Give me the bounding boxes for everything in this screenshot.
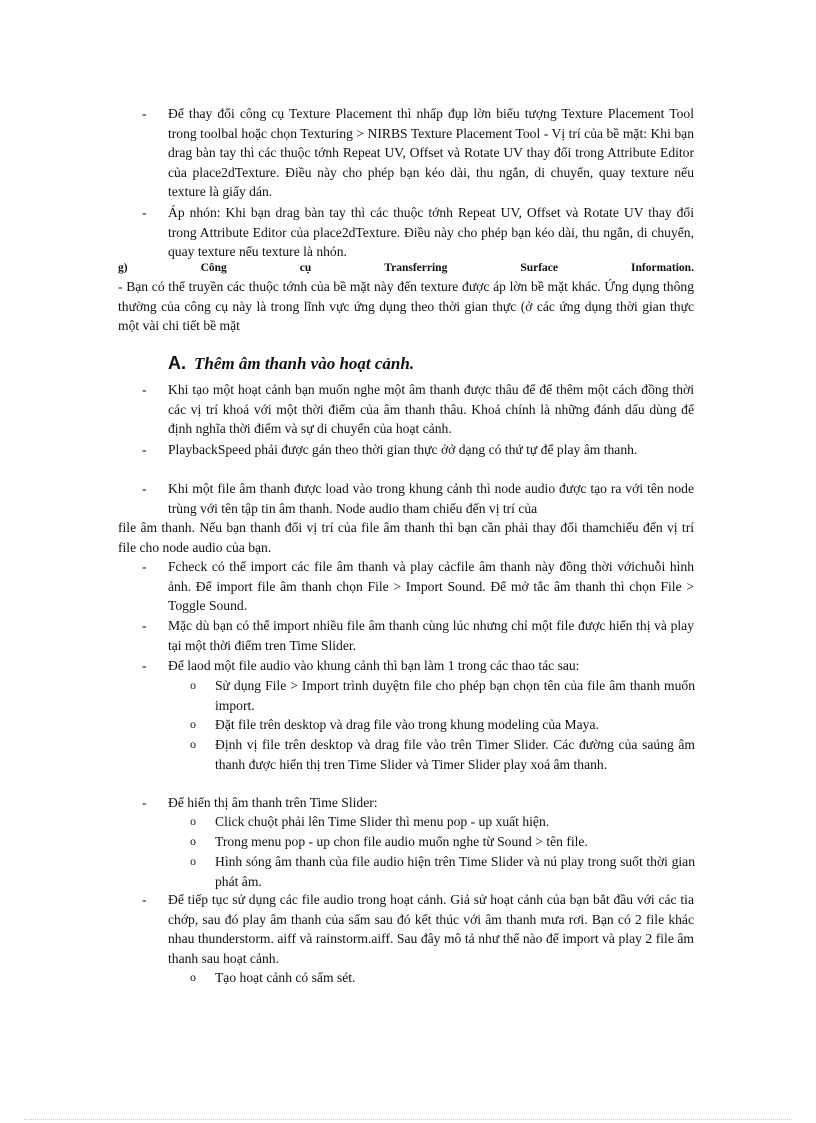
dash-bullet: -: [142, 205, 147, 220]
dash-bullet: -: [142, 559, 147, 574]
circle-bullet: o: [190, 970, 196, 984]
dash-bullet: -: [142, 658, 147, 673]
paragraph-continue-audio: Để tiếp tục sử dụng các file audio trong hoạt cảnh. Giả sử hoạt cảnh của bạn bắt đầu với các tia chớp, sau đó play âm thanh của sấm sau đó kết thúc với âm thanh mưa rơi. Bạn có 2 file khác nhau thunderstorm. aiff và rainstorm.aiff. Sau đây mô tả như thế nào để import và play 2 file âm thanh sau hoạt cảnh.: [168, 892, 694, 966]
dash-bullet: -: [142, 442, 147, 457]
subitem-waveform: Hình sóng âm thanh của file audio hiện trên Time Slider và nú play trong suốt thời gian phát âm.: [215, 854, 695, 889]
circle-bullet: o: [190, 678, 196, 692]
paragraph-create-animation: Khi tạo một hoạt cảnh bạn muốn nghe một âm thanh được thâu để để thêm một cách đồng thời các vị trí khoá với một thời điểm của âm thanh thâu. Khoá chính là những đánh dấu dùng để định nghĩa thời điểm và sự di chuyển của hoạt cảnh.: [168, 382, 694, 437]
dash-bullet: -: [142, 618, 147, 633]
paragraph-transferring: - Bạn có thể truyền các thuộc tớnh của bề mặt này đến texture được áp lờn bề mặt khác. Ứng dụng thông thường của công cụ này là trong lĩnh vực ứng dụng theo thời gian thực (ở các ứng dụng thời gian thực một vài chi tiết bề mặt: [118, 279, 694, 334]
paragraph-fcheck: Fcheck có thể import các file âm thanh và play cảcfile âm thanh này đồng thời vớichuỗi hình ảnh. Để import file âm thanh chọn File > Import Sound. Để mở tắc âm thanh thì chọn File > Toggle Sound.: [168, 559, 694, 614]
heading-g-label: g): [118, 262, 128, 274]
paragraph-ap-nhon: Áp nhón: Khi bạn drag bàn tay thì các thuộc tớnh Repeat UV, Offset và Rotate UV thay đổi trong Attribute Editor của place2dTexture. Điều này cho phép bạn kéo dài, thu ngắn, di chuyển, quay texture nếu texture là nhón.: [168, 205, 694, 260]
paragraph-load-options: Để laod một file audio vào khung cảnh thì bạn làm 1 trong các thao tác sau:: [168, 658, 580, 673]
circle-bullet: o: [190, 854, 196, 868]
section-heading-g: [118, 259, 694, 277]
dash-bullet: -: [142, 892, 147, 907]
dash-bullet: -: [142, 106, 147, 121]
heading-g-word: Transferring: [384, 262, 448, 274]
heading-g-word: Công: [200, 262, 227, 274]
heading-a-text: Thêm âm thanh vào hoạt cảnh.: [194, 354, 415, 373]
dash-bullet: -: [142, 795, 147, 810]
paragraph-show-sound: Để hiển thị âm thanh trên Time Slider:: [168, 795, 378, 810]
dash-bullet: -: [142, 481, 147, 496]
subitem-import-browser: Sử dụng File > Import trình duyệtn file cho phép bạn chọn tên của file âm thanh muốn import.: [215, 678, 695, 713]
dash-bullet: -: [142, 382, 147, 397]
heading-g-word: cụ: [299, 262, 312, 274]
circle-bullet: o: [190, 814, 196, 828]
circle-bullet: o: [190, 834, 196, 848]
subitem-drag-modeling: Đặt file trên desktop và drag file vào trong khung modeling của Maya.: [215, 717, 599, 732]
heading-g-word: Surface: [520, 262, 559, 274]
paragraph-texture-placement: Để thay đổi công cụ Texture Placement thì nhấp đụp lờn biểu tượng Texture Placement Tool trong toolbal hoặc chọn Texturing > NIRBS Texture Placement Tool - Vị trí của bề mặt: Khi bạn drag bàn tay thì các thuộc tớnh Repeat UV, Offset và Rotate UV thay đổi trong Attribute Editor của place2dTexture. Điều này cho phép bạn kéo dài, thu ngắn, di chuyển, quay texture nếu texture là giấy dán.: [168, 106, 694, 200]
subitem-drag-timer: Định vị file trên desktop và drag file vào trên Timer Slider. Các đường của saúng âm thanh được hiển thị tren Time Slider và Timer Slider play xoá âm thanh.: [215, 737, 695, 772]
paragraph-load-audio-continued: file âm thanh. Nếu bạn thanh đổi vị trí của file âm thanh thì bạn cần phải thay đổi thamchiếu đến vị trí file cho node audio của bạn.: [118, 520, 694, 555]
subitem-right-click: Click chuột phải lên Time Slider thì menu pop - up xuất hiện.: [215, 814, 550, 829]
paragraph-load-audio: Khi một file âm thanh được load vào trong khung cảnh thì node audio được tạo ra với tên node trùng với tên tập tin âm thanh. Node audio tham chiếu đến vị trí của: [168, 481, 694, 516]
heading-g-word: Information.: [631, 262, 694, 274]
subitem-popup-menu: Trong menu pop - up chon file audio muốn nghe từ Sound > tên file.: [215, 834, 588, 849]
circle-bullet: o: [190, 717, 196, 731]
circle-bullet: o: [190, 737, 196, 751]
heading-a-letter: A.: [168, 353, 186, 373]
section-heading-a: [168, 350, 414, 377]
paragraph-multiple-import: Mặc dù bạn có thể import nhiều file âm thanh cùng lúc nhưng chỉ một file được hiển thị và play tại một thời điểm tren Time Slider.: [168, 618, 694, 653]
paragraph-playback-speed: PlaybackSpeed phải được gán theo thời gian thực ởở dạng có thứ tự để play âm thanh.: [168, 442, 638, 457]
subitem-thunder: Tạo hoạt cảnh có sấm sét.: [215, 970, 356, 985]
page-bottom-border: [24, 1119, 792, 1120]
